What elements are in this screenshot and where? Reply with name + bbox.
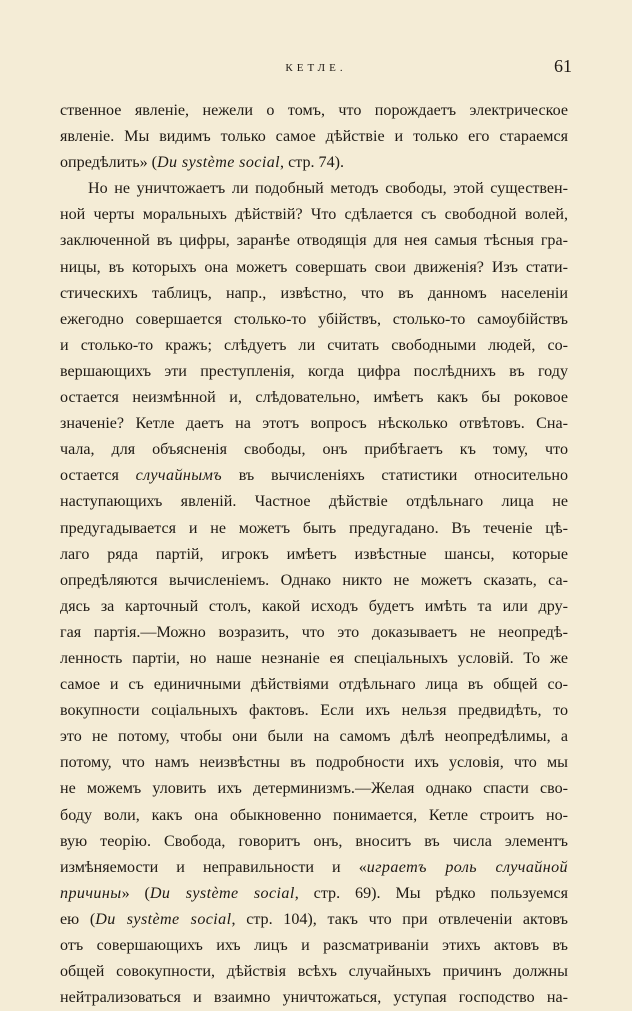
text-run: предугадывается и не можетъ быть предугадано. Въ теченіе цѣ- bbox=[60, 519, 568, 537]
text-run: отъ совершающихъ ихъ лицъ и разсматриваніи этихъ актовъ въ bbox=[60, 937, 568, 954]
text-run: опредѣляются вычисленіемъ. Однако никто не можетъ сказать, са- bbox=[60, 571, 568, 589]
text-line bbox=[60, 411, 568, 437]
text-line bbox=[60, 281, 568, 307]
text-run: значеніе? Кетле даетъ на этотъ вопросъ нѣсколько отвѣтовъ. Сна- bbox=[60, 415, 568, 433]
text-run: боду воли, какъ она обыкновенно понимается, Кетле строитъ но- bbox=[60, 806, 568, 824]
text-line bbox=[60, 463, 568, 489]
text-run: нейтрализоваться и взаимно уничтожаться, уступая господство на- bbox=[60, 989, 568, 1007]
body-text bbox=[60, 98, 568, 1011]
text-line bbox=[60, 307, 568, 333]
text-run: и столько-то кражъ; слѣдуетъ ли считать свободными людей, со- bbox=[60, 336, 568, 354]
text-line bbox=[60, 542, 568, 568]
text-line bbox=[60, 724, 568, 750]
text-run: дясь за карточный столъ, какой исходъ будетъ имѣть та или дру- bbox=[60, 597, 568, 615]
text-line bbox=[60, 516, 568, 542]
text-line bbox=[60, 776, 568, 802]
text-line bbox=[60, 907, 568, 933]
text-run: наступающихъ явленій. Частное дѣйствіе отдѣльнаго лица не bbox=[60, 493, 568, 511]
text-run: ежегодно совершается столько-то убійствъ, столько-то самоубійствъ bbox=[60, 310, 568, 328]
text-line bbox=[60, 124, 568, 150]
text-run: гая партія.—Можно возразить, что это доказываетъ не неопредѣ- bbox=[60, 623, 568, 641]
text-run: общей совокупности, дѣйствія всѣхъ случайныхъ причинъ должны bbox=[60, 963, 568, 981]
text-line bbox=[60, 176, 568, 202]
text-run: ею ( bbox=[60, 910, 96, 928]
text-run: лаго ряда партій, игрокъ имѣетъ извѣстные шансы, которые bbox=[60, 545, 568, 563]
text-run: самое и съ единичными дѣйствіями отдѣльнаго лица въ общей со- bbox=[60, 676, 568, 694]
text-line bbox=[60, 437, 568, 463]
text-run: чала, для объясненія свободы, онъ прибѣгаетъ къ тому, что bbox=[60, 441, 568, 459]
text-line bbox=[60, 359, 568, 385]
text-run: не можемъ уловить ихъ детерминизмъ.—Желая однако спасти сво- bbox=[60, 780, 568, 798]
text-run: ной черты моральныхъ дѣйствій? Что сдѣлается съ свободной волей, bbox=[60, 206, 568, 224]
italic-run: причины bbox=[60, 884, 122, 902]
text-line bbox=[60, 855, 568, 881]
italic-run: Du système social bbox=[95, 910, 232, 928]
text-line bbox=[60, 672, 568, 698]
text-run: » ( bbox=[121, 884, 150, 902]
text-run: , стр. 104), такъ что при отвлеченіи актовъ bbox=[231, 910, 568, 928]
page-number: 61 bbox=[554, 56, 572, 76]
text-run: въ вычисленіяхъ статистики относительно bbox=[222, 467, 568, 485]
text-run: заключенной въ цифры, заранѣе отводящія для нея самыя тѣсныя гра- bbox=[60, 232, 568, 250]
running-title: КЕТЛЕ. bbox=[285, 62, 347, 74]
text-line bbox=[60, 228, 568, 254]
text-run: остается неизмѣнной и, слѣдовательно, имѣетъ какъ бы роковое bbox=[60, 389, 568, 407]
running-head bbox=[0, 56, 632, 86]
text-line bbox=[60, 985, 568, 1011]
text-line bbox=[60, 803, 568, 829]
text-line bbox=[60, 568, 568, 594]
text-line bbox=[60, 933, 568, 959]
text-run: , стр. 69). Мы рѣдко пользуемся bbox=[294, 884, 568, 902]
text-run: измѣняемости и неправильности и « bbox=[60, 858, 367, 876]
text-line bbox=[60, 594, 568, 620]
text-run: явленіе. Мы видимъ только самое дѣйствіе и только его стараемся bbox=[60, 128, 568, 146]
text-run: это не потому, чтобы они были на самомъ дѣлѣ неопредѣлимы, а bbox=[60, 728, 568, 746]
text-line bbox=[60, 98, 568, 124]
text-line bbox=[60, 646, 568, 672]
text-line bbox=[60, 333, 568, 359]
text-run: стическихъ таблицъ, напр., извѣстно, что въ данномъ населеніи bbox=[60, 284, 568, 302]
text-run: ницы, въ которыхъ она можетъ совершать свои движенія? Изъ стати- bbox=[60, 258, 568, 276]
text-run: ственное явленіе, нежели о томъ, что порождаетъ электрическое bbox=[60, 102, 568, 119]
text-line bbox=[60, 750, 568, 776]
text-line bbox=[60, 255, 568, 281]
text-run: остается bbox=[60, 467, 136, 485]
italic-run: Du système social bbox=[149, 884, 295, 902]
text-line bbox=[60, 698, 568, 724]
text-run: Но не уничтожаетъ ли подобный методъ свободы, этой существен- bbox=[88, 180, 568, 198]
text-line bbox=[60, 150, 568, 176]
text-line bbox=[60, 959, 568, 985]
text-line bbox=[60, 881, 568, 907]
italic-run: Du système social bbox=[157, 154, 281, 172]
italic-run: случайнымъ bbox=[135, 467, 222, 485]
text-run: ленность партіи, но наше незнаніе ея спеціальныхъ условій. То же bbox=[60, 649, 568, 667]
text-line bbox=[60, 385, 568, 411]
text-line bbox=[60, 620, 568, 646]
text-line bbox=[60, 202, 568, 228]
text-line bbox=[60, 489, 568, 515]
text-run: вершающихъ эти преступленія, когда цифра послѣднихъ въ году bbox=[60, 362, 568, 380]
text-run: потому, что намъ неизвѣстны въ подробности ихъ условія, что мы bbox=[60, 754, 568, 772]
text-run: опредѣлить» ( bbox=[60, 154, 158, 172]
text-run: вокупности соціальныхъ фактовъ. Если ихъ нельзя предвидѣть, то bbox=[60, 702, 568, 720]
text-line bbox=[60, 829, 568, 855]
italic-run: играетъ роль случайной bbox=[366, 858, 568, 876]
text-run: , стр. 74). bbox=[280, 154, 345, 172]
text-run: вую теорію. Свобода, говоритъ онъ, вноситъ въ числа элементъ bbox=[60, 832, 568, 850]
